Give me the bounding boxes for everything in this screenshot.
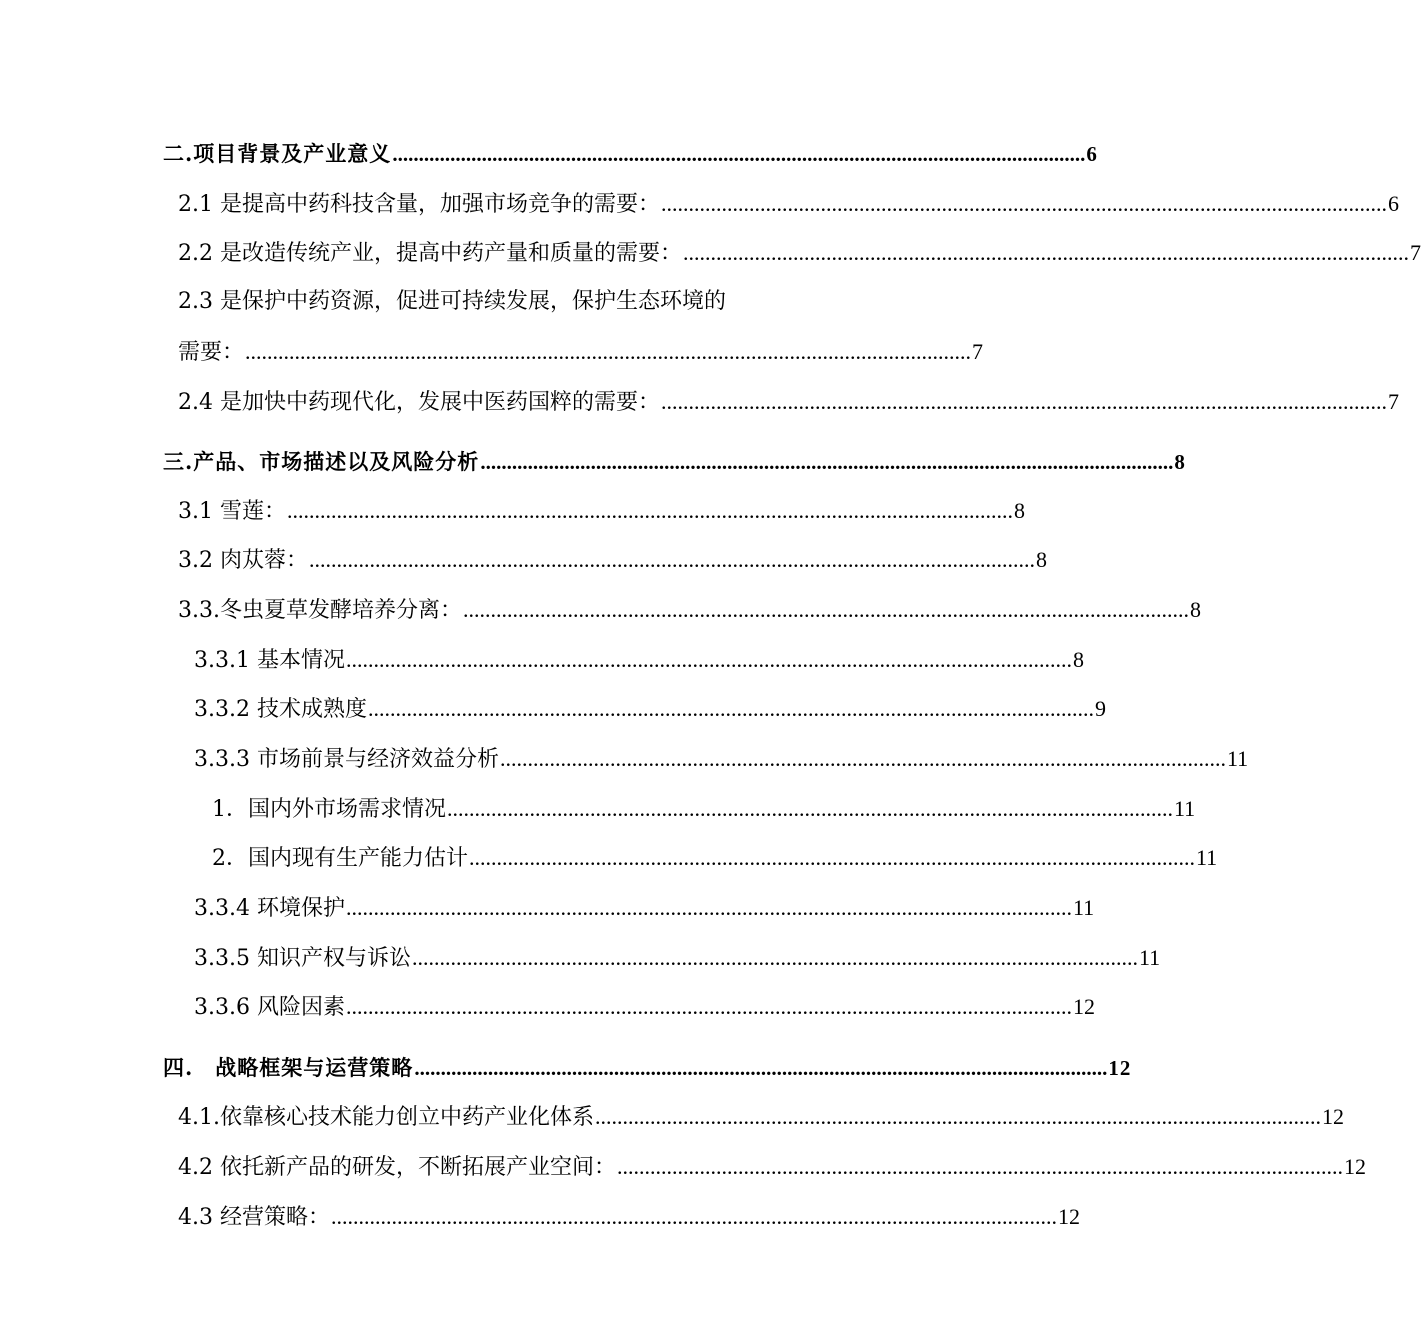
toc-entry-page: 6 (1387, 191, 1399, 216)
toc-entry-title: 3.3.1 基本情况 (194, 648, 345, 673)
toc-leader-dots: .................................................................................................................................... (594, 1104, 1321, 1129)
toc-leader-dots: .................................................................................................................................... (660, 389, 1387, 414)
toc-entry[interactable] (194, 695, 1106, 724)
toc-entry[interactable] (178, 1103, 1344, 1132)
toc-leader-dots: .................................................................................................................................... (462, 597, 1189, 622)
toc-leader-dots: .................................................................................................................................... (480, 450, 1174, 474)
toc-entry-title: 2.3 是保护中药资源，促进可持续发展，保护生态环境的 (178, 289, 726, 314)
toc-entry-title: 3.2 肉苁蓉： (178, 548, 308, 573)
toc-entry-title: 二.项目背景及产业意义 (163, 141, 392, 166)
toc-entry-page: 12 (1057, 1204, 1080, 1229)
toc-entry-title: 1．国内外市场需求情况 (212, 797, 446, 822)
toc-entry-title: 3.3.5 知识产权与诉讼 (194, 946, 411, 971)
toc-leader-dots: .................................................................................................................................... (367, 696, 1094, 721)
toc-leader-dots: .................................................................................................................................... (245, 339, 972, 364)
toc-leader-dots: .................................................................................................................................... (616, 1154, 1343, 1179)
toc-entry-page: 8 (1072, 647, 1084, 672)
toc-entry[interactable] (178, 497, 1025, 526)
toc-entry-page: 11 (1174, 796, 1196, 821)
toc-leader-dots: .................................................................................................................................... (345, 895, 1072, 920)
toc-entry-title: 需要： (178, 340, 245, 365)
toc-leader-dots: .................................................................................................................................... (447, 796, 1173, 821)
toc-entry-title: 3.3.6 风险因素 (194, 995, 345, 1020)
toc-entry-page: 11 (1226, 746, 1249, 771)
toc-entry-page: 8 (1189, 597, 1201, 622)
toc-entry-title: 四. 战略框架与运营策略 (163, 1055, 414, 1080)
toc-entry-page: 8 (1174, 450, 1186, 474)
toc-leader-dots: .................................................................................................................................... (330, 1204, 1057, 1229)
toc-leader-dots: .................................................................................................................................... (286, 498, 1013, 523)
toc-entry[interactable] (178, 546, 1047, 575)
toc-entry-page: 12 (1321, 1104, 1344, 1129)
toc-entry-title: 2.2 是改造传统产业，提高中药产量和质量的需要： (178, 241, 682, 266)
toc-entry[interactable] (178, 1153, 1366, 1182)
toc-entry-title: 3.3.冬虫夏草发酵培养分离： (178, 598, 462, 623)
toc-entry-page: 9 (1094, 696, 1106, 721)
toc-entry-page: 12 (1072, 994, 1095, 1019)
toc-entry-page: 12 (1108, 1056, 1132, 1080)
toc-entry-title: 3.1 雪莲： (178, 499, 286, 524)
toc-leader-dots: .................................................................................................................................... (392, 142, 1086, 166)
toc-entry-title: 三.产品、市场描述以及风险分析 (163, 449, 480, 474)
toc-entry-title: 3.3.2 技术成熟度 (194, 697, 367, 722)
toc-entry-title: 4.1.依靠核心技术能力创立中药产业化体系 (178, 1105, 594, 1130)
toc-entry-page: 6 (1086, 142, 1098, 166)
toc-entry[interactable] (194, 745, 1249, 774)
toc-entry-title: 2．国内现有生产能力估计 (212, 846, 468, 871)
toc-entry-page: 11 (1138, 945, 1161, 970)
toc-entry-title: 4.3 经营策略： (178, 1205, 330, 1230)
toc-leader-dots: .................................................................................................................................... (308, 547, 1035, 572)
toc-entry[interactable] (178, 190, 1399, 219)
toc-entry-page: 12 (1343, 1154, 1366, 1179)
toc-entry[interactable] (212, 795, 1196, 824)
toc-entry[interactable] (194, 646, 1084, 675)
toc-entry[interactable] (212, 844, 1218, 873)
toc-entry-title: 4.2 依托新产品的研发，不断拓展产业空间： (178, 1155, 616, 1180)
toc-entry-title: 2.1 是提高中药科技含量，加强市场竞争的需要： (178, 192, 660, 217)
toc-entry[interactable] (194, 894, 1095, 923)
toc-entry[interactable] (163, 448, 1186, 476)
toc-entry-page: 11 (1072, 895, 1095, 920)
toc-leader-dots: .................................................................................................................................... (345, 994, 1072, 1019)
toc-leader-dots: .................................................................................................................................... (660, 191, 1387, 216)
toc-entry-page: 7 (972, 339, 984, 364)
toc-entry-page: 7 (1409, 240, 1421, 265)
toc-leader-dots: .................................................................................................................................... (411, 945, 1138, 970)
toc-entry[interactable] (178, 388, 1399, 417)
toc-leader-dots: .................................................................................................................................... (499, 746, 1226, 771)
toc-entry[interactable] (178, 596, 1201, 625)
toc-entry-first-line[interactable] (178, 288, 726, 316)
toc-leader-dots: .................................................................................................................................... (682, 240, 1409, 265)
toc-entry[interactable] (194, 993, 1095, 1022)
toc-leader-dots: .................................................................................................................................... (414, 1056, 1108, 1080)
toc-entry[interactable] (163, 140, 1098, 168)
toc-entry-page: 8 (1035, 547, 1047, 572)
toc-leader-dots: .................................................................................................................................... (345, 647, 1072, 672)
toc-entry[interactable] (178, 338, 984, 367)
toc-entry-title: 2.4 是加快中药现代化，发展中医药国粹的需要： (178, 390, 660, 415)
toc-entry-page: 11 (1196, 845, 1218, 870)
toc-entry-page: 8 (1013, 498, 1025, 523)
toc-entry-title: 3.3.4 环境保护 (194, 896, 345, 921)
toc-entry[interactable] (178, 239, 1421, 268)
toc-leader-dots: .................................................................................................................................... (469, 845, 1195, 870)
toc-entry-title: 3.3.3 市场前景与经济效益分析 (194, 747, 499, 772)
toc-entry-page: 7 (1387, 389, 1399, 414)
toc-entry[interactable] (163, 1054, 1132, 1082)
toc-entry[interactable] (178, 1203, 1080, 1232)
toc-entry[interactable] (194, 944, 1161, 973)
